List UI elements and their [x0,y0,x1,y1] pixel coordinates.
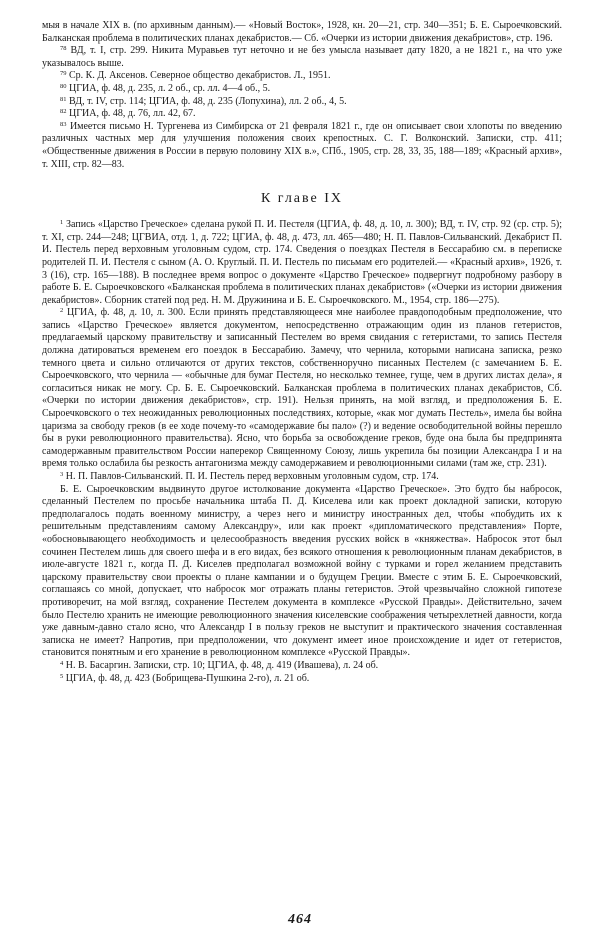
footnote-text: Н. П. Павлов-Сильванский. П. И. Пестель перед верховным уголовным судом, стр. 174. [65,471,439,482]
continued-footnote: мыя в начале XIX в. (по архивным данным).— «Новый Восток», 1928, кн. 20—21, стр. 340—351; Б. Е. Сыроечковский. Балканская проблема в политических планах декабристов.— Сб. «Очерки из истории движения декабристов», стр. 196. [42,20,562,44]
footnote-text: ВД, т. I, стр. 299. Никита Муравьев тут неточно и не без умысла называет дату 1820, а не 1821 г., на что уже указывалось выше. [42,45,563,69]
footnote-number: 3 [60,471,64,478]
footnote-number: 78 [60,45,67,53]
footnote-number: 80 [60,82,67,90]
note-3-continuation: Б. Е. Сыроечковским выдвинуто другое истолкование документа «Царство Греческое». Это будто бы набросок, сделанный Пестелем по просьбе начальника штаба П. Д. Киселева или как проект докладной записки, которую предполагалось подать военному министру, а через него и министру иностранных дел, чтобы «побудить их к решительным представлениям самому Александру», или как проект «дипломатического представления» Порте, «обосновывающего необходимость и целесообразность введения русских войск в «княжества». Набросок этот был сочинен Пестелем лишь для своего шефа и в его видах, без всякого отношения к революционным планам декабристов, в июле-августе 1821 г., когда П. Д. Киселев предполагал возможной войну с турками и горел желанием представить царскому правительству свои проекты о плане кампании и о будущем Греции. Вместе с этим Б. Е. Сыроечковский, соглашаясь со мной, допускает, что набросок мог отражать планы гетеристов. Этой чрезвычайно сложной гипотезе противоречит, на мой взгляд, сохранение Пестелем документа в комплексе «Русской Правды». Действительно, зачем было Пестелю хранить не имеющие революционного значения киселевские соображения четырехлетней давности, когда уже давным-давно стало ясно, что Александр I в пользу греков не выступит и практического значения составленная записка не имеет? Напротив, при предположении, что документ имеет иное происхождение и идет от гетеристов, становится понятным и его хранение в революционном комплексе «Русской Правды». [42,483,562,659]
note-1 [42,219,562,307]
footnote-text: Ср. К. Д. Аксенов. Северное общество декабристов. Л., 1951. [69,70,331,82]
footnote-text: ЦГИА, ф. 48, д. 235, л. 2 об., ср. лл. 4—4 об., 5. [69,82,271,94]
footnote-78 [42,45,562,70]
footnote-number: 4 [60,659,64,667]
page-body [42,20,562,685]
footnote-80 [42,83,562,96]
footnote-81 [42,96,562,109]
footnote-text: Имеется письмо Н. Тургенева из Симбирска от 21 февраля 1821 г., где он описывает свои хлопоты по введению различных частных мер для улучшения положения своих крепостных. С. Г. Волконский. Записки, стр. 411; «Общественные движения в России в первую половину XIX в.», СПб., 1905, стр. 28, 33, 35, 188—189; «Красный архив», т. XIII, стр. 82—83. [42,120,563,170]
note-5 [42,673,562,686]
note-2 [42,307,562,471]
footnote-number: 5 [60,672,64,680]
footnote-83 [42,121,562,171]
footnote-text: Н. В. Басаргин. Записки, стр. 10; ЦГИА, ф. 48, д. 419 (Ивашева), л. 24 об. [65,659,379,671]
note-4 [42,660,562,673]
footnote-82 [42,108,562,121]
footnote-text: ЦГИА, ф. 48, д. 10, л. 300. Если принять представляющееся мне наиболее правдоподобным предположение, что запись «Царство Греческое» является документом, непосредственно отражающим один из планов гетеристов, предлагаемый царскому правительству и записанный Пестелем во время свидания с гетеристами, то запись Пестеля должна датироваться временем его поездок в Бессарабию. Замечу, что чернила, которыми написана записка, резко темного цвета и сильно отличаются от других текстов, собственноручно писанных Пестелем (с замечанием Б. Е. Сыроечковского, что чернила — «обычные для бумаг Пестеля, но несколько темнее, гуще, чем в других листах дела», я согласиться никак не могу. Ср. Б. Е. Сыроечковский. Балканская проблема в политических планах декабристов, Сб. «Очерки по истории движения декабристов», стр. 191). Нельзя принять, на мой взгляд, и предположения Б. Е. Сыроечковского о тех неожиданных революционных последствиях, которые, «как мог думать Пестель», имела бы война царизма за свободу греков (в ее ходе почему-то «самодержавие бы пало» (?) и ведение освободительной войны перешло бы в руки революционного правительства). Ясно, что борьба за освобождение греков, буде она была бы предпринята самодержавным правительством России наперекор Священному Союзу, лишь укрепила бы позиции Александра I и на время только ослабила бы резкость антагонизма между самодержавием и революционными силами (там же, стр. 231). [42,307,563,470]
chapter-heading: К главе IX [260,191,344,207]
footnote-number: 81 [60,95,67,103]
footnote-text: ЦГИА, ф. 48, д. 423 (Бобрищева-Пушкина 2-го), л. 21 об. [65,672,310,684]
footnote-number: 1 [60,219,64,227]
footnote-number: 82 [60,108,67,116]
footnote-79 [42,70,562,83]
footnote-text: ЦГИА, ф. 48, д. 76, лл. 42, 67. [69,108,196,120]
footnote-text: ВД, т. IV, стр. 114; ЦГИА, ф. 48, д. 235 (Лопухина), лл. 2 об., 4, 5. [69,95,347,107]
footnote-text: Запись «Царство Греческое» сделана рукой П. И. Пестеля (ЦГИА, ф. 48, д. 10, л. 300); ВД, т. IV, стр. 92 (ср. стр. 5); т. XI, стр. 244—248; ЦГВИА, отд. 1, д. 722; ЦГИА, ф. 48, д. 473, лл. 465—480; Н. П. Павлов-Сильванский. Декабрист П. И. Пестель перед верховным уголовным судом, стр. 174. Сведения о поездках Пестеля в Бессарабию см. в переписке родителей П. И. Пестеля с сыном (А. О. Круглый. П. И. Пестель по письмам его родителей.— «Красный архив», 1926, т. 3 (16), стр. 165—188). В последнее время вопрос о документе «Царство Греческое» подвергнут подробному разбору в работе Б. Е. Сыроечковского «Балканская проблема в политических планах декабристов» («Очерки из истории движения декабристов». Сборник статей под ред. Н. М. Дружинина и Б. Е. Сыроечковского. М., 1954, стр. 186—275). [42,219,563,306]
footnote-number: 83 [60,120,67,128]
footnote-number: 79 [60,70,67,78]
footnote-number: 2 [60,307,64,315]
note-3 [42,471,562,484]
page-number: 464 [288,912,312,927]
